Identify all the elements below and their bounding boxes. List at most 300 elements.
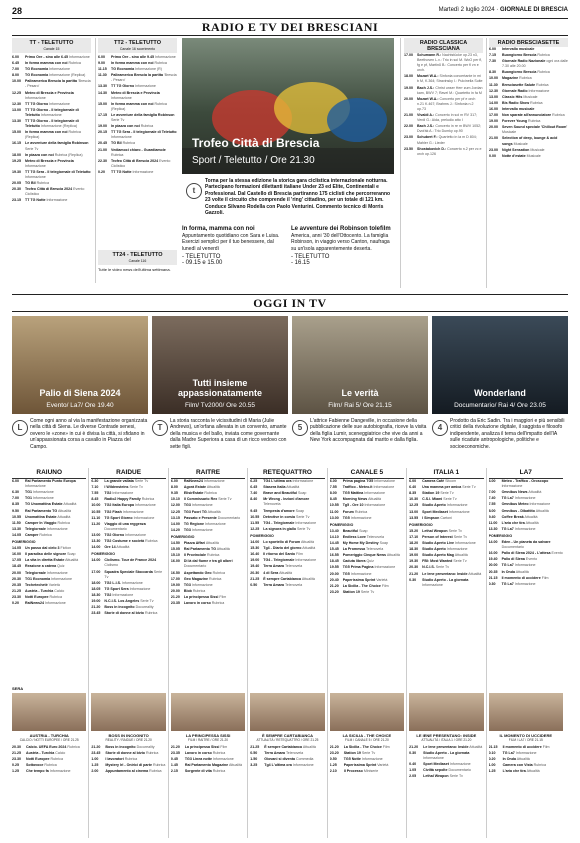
- pick-subtitle: ATTUALITÀ / RETEQUATTRO / ORE 21.25: [256, 738, 319, 742]
- afternoon-label: POMERIGGIO: [329, 522, 354, 527]
- text-tutti-insieme: La storia racconta le vicissitudini di Maria (Julie Andrews), un'orfana allevata in un convento, amante della musica e del ballo, inviata come governante dalla Madre Superiora a casa di un ricco vedovo con sette figli.: [170, 418, 287, 450]
- schedule-row: 15.20 Lethal Weapon Serie Tv: [409, 528, 462, 533]
- schedule-row: 20.05 TG Bil Rubrica: [12, 181, 49, 186]
- schedule-row: 12.25 Meteo di Brescia e Provincia Informazione: [12, 90, 74, 100]
- schedule-row: 0.25 Sottovoce Rubrica: [12, 763, 57, 768]
- schedule-row: 8.45 Morning News Attualità: [329, 497, 382, 502]
- schedule-row: 19.00 Bach J.S.: Christ unser Herr zum Jordan kam, BWV 7; Ravel M.: Quartetto in fa M: [404, 85, 483, 95]
- schedule-row: 14.10 Endless Love Telenovela: [329, 534, 384, 539]
- pick-subtitle: FILM / LA7 / ORE 21.15: [508, 738, 543, 742]
- schedule-row: 14.00 TG Regione Informazione: [170, 521, 226, 526]
- channel-name: RAIUNO: [12, 468, 86, 479]
- schedule-row: 22.30 Trofeo Città di Brescia 2024 Evento Ciclistico: [98, 158, 171, 168]
- tt24-note: Tutte le video news dell'ultima settimana.: [98, 267, 171, 272]
- schedule-row: 6.40 Una mamma per amica Serie Tv: [409, 485, 476, 490]
- schedule-row: 21.20 Le Iene presentano: Inside Attualità: [409, 571, 482, 576]
- afternoon-label: POMERIGGIO: [250, 533, 274, 538]
- schedule-row: 21.20 La Sicilia - The Choice Film: [329, 745, 390, 749]
- issue-date: Martedì 2 luglio 2024 · GIORNALE DI BRESCIA: [438, 7, 568, 13]
- schedule-row: 9.45 Tempesta d'amore Soap: [250, 508, 305, 513]
- rai4-logo-icon: 4: [432, 420, 448, 436]
- pick-title: LA PRINCIPESSA SISSI: [185, 733, 231, 738]
- schedule-row: 11.20 Viaggio di una reggenza Documentario: [91, 521, 146, 531]
- page-header: [12, 6, 568, 16]
- schedule-row: 6.00 Meteo - Traffico - Oroscopo Informazione: [488, 479, 549, 489]
- schedule-row: 17.00 Non sparate all'annunciatore Rubrica: [489, 113, 565, 118]
- schedule-row: 18.00 Mozart W.A.: Sinfonia concertante in mi b M, K.364; Stravinsky I.: Pulcinella Suite: [404, 74, 483, 84]
- schedule-row: 20.45 TG Bil Rubrica: [98, 141, 135, 146]
- schedule-row: 19.00 TG3 Informazione: [170, 582, 213, 587]
- photo-tutti-insieme: Tutti insieme appassionatamente Film/ Tv2000/ Ore 20.55: [152, 316, 288, 414]
- schedule-row: 23.30 Notti Europee Rubrica: [12, 594, 62, 599]
- schedule-row: 23.50 Shostakovich D.: Concerto n.2 per vc e orch op.126: [404, 146, 482, 156]
- schedule-row: 21.15 Il momento di uccidere Film: [488, 575, 549, 580]
- schedule-row: 9.50 Rai Parlamento TG Attualità: [12, 508, 71, 513]
- schedule-row: 15.30 Tg4 - Diario del giorno Attualità: [250, 546, 316, 551]
- schedule-row: 10.00 Magazine Rubrica: [489, 76, 532, 81]
- channel-column-canale-5: [330, 468, 404, 684]
- schedule-row: 7.55 TG2 Informazione: [91, 491, 134, 496]
- schedule-row: 20.15 TT TG Sera - Il telegiornale di Teletutto Informazione: [98, 130, 177, 140]
- schedule-row: 19.00 N.C.I.S. Los Angeles Serie Tv: [91, 598, 154, 603]
- schedule-row: 6.00 Camera Café Sitcom: [409, 479, 457, 484]
- schedule-row: 17.15 Le avventure della famiglia Robinson Serie Tv: [98, 112, 175, 123]
- pick-photo: [489, 693, 563, 731]
- schedule-row: 15.05 Rai Parlamento TG Attualità: [170, 547, 230, 552]
- schedule-row: 0.00 Notte d'estate Musicale: [489, 153, 541, 158]
- schedule-row: 23.20 Station 19 Serie Tv: [329, 751, 376, 756]
- evening-grid: [12, 693, 568, 839]
- schedule-row: 11.30 Bresciasette Salute Rubrica: [489, 82, 549, 87]
- schedule-row: 19.55 TG5 Prima Pagina Informazione: [329, 565, 396, 570]
- schedule-row: 11.00 L'aria che tira Attualità: [488, 520, 539, 525]
- schedule-row: 7.40 Brave and Beautiful Soap: [250, 491, 307, 496]
- schedule-row: 12.25 Studio Aperto Informazione: [409, 503, 468, 508]
- schedule-row: 16.00 Intervallo musicale: [489, 106, 535, 111]
- schedule-row: 19.30 FBI: Most Wanted Serie Tv: [409, 559, 467, 564]
- schedule-row: 20.00 Mozart W.A.: Concerto per pf e orch n.21 K.467; Brahms J.: Sinfonia n.2 op.73: [404, 96, 476, 111]
- schedule-row: 13.30 TG La7 Informazione: [488, 526, 536, 531]
- schedule-row: 15.00 In forma mamma con noi Rubrica (Replica): [12, 130, 81, 140]
- schedule-row: 9.35 ElisirEstate Rubrica: [170, 491, 217, 496]
- schedule-row: 6.00 RaiNews24 Informazione: [170, 479, 225, 484]
- evening-column: [489, 693, 563, 839]
- schedule-row: 23.30 Notti Europee Rubrica: [12, 757, 63, 762]
- schedule-row: 0.30 TG La7 Informazione: [488, 581, 536, 586]
- schedule-row: 21.25 È sempre Cartabianca Attualità: [250, 745, 316, 749]
- schedule-row: 8.00 Agorà Estate Attualità: [170, 485, 220, 490]
- schedule-row: 1.25 L'aria che tira Attualità: [488, 769, 540, 774]
- schedule-row: 13.15 Passato e Presente Documentario: [170, 515, 241, 520]
- schedule-row: 13.30 Telegiornale Informazione: [12, 526, 68, 531]
- schedule-row: 21.00 Vediamoci chiaro - Guardiamole Rubrica: [98, 147, 166, 157]
- schedule-row: 19.40 Terra Amara Telenovela: [250, 564, 303, 569]
- channel-column-raidue: [91, 468, 165, 684]
- afternoon-label: POMERIGGIO: [12, 540, 36, 545]
- schedule-row: 21.25 È sempre Cartabianca Attualità: [250, 576, 315, 581]
- schedule-row: 23.00 Schubert F.: Quartetto in la m D 804; Mahler G.: Lieder: [404, 135, 477, 145]
- schedule-row: 20.00 Telegiornale Informazione: [12, 570, 68, 575]
- schedule-row: 6.45 In forma mamma con noi Rubrica: [12, 61, 81, 66]
- schedule-row: 16.15 Le avventure della famiglia Robinson Serie Tv: [12, 141, 89, 151]
- schedule-row: 7.55 Omnibus Meteo Informazione: [488, 502, 551, 507]
- channel-name: TT - TELETUTTO: [12, 38, 91, 47]
- tt24-name: TT24 - TELETUTTO: [98, 250, 177, 259]
- schedule-row: 17.05 La vita in diretta Estate Attualità: [12, 558, 79, 563]
- hero-text: Torna per la stessa edizione la storica gara ciclistica internazionale notturna. Partecipano formazioni dilettanti italiane Under 23 ed Elite, Continentali e Professional. Dal Castello di Brescia partiranno 175 ciclisti che percorreranno 23 volte il circuito che comprende il 'ring' cittadino, per un totale di 121 km. Conduce Silvano Rodella con Paolo Venturini. Commento tecnico di Morris Gazzoli.: [205, 178, 391, 217]
- schedule-row: 12.25 La signora in giallo Serie Tv: [250, 526, 311, 531]
- schedule-row: 6.30 La grande vallata Serie Tv: [91, 479, 149, 484]
- schedule-row: 16.00 Il paradiso delle signore Soap: [12, 552, 76, 557]
- schedule-row: 0.30 Studio Aperto - La giornata Informazione: [409, 751, 470, 761]
- photo-le-verita: Le verità Film/ Rai 5/ Ore 21.15: [292, 316, 428, 414]
- channel-column-italia-1: [409, 468, 483, 684]
- schedule-row: 8.30 Buongiorno Brescia Rubrica: [489, 70, 550, 75]
- schedule-row: 21.20 La principessa Sissi Film: [170, 745, 228, 749]
- schedule-row: 12.00 TG3 Informazione: [170, 503, 213, 508]
- schedule-row: 10.30 C.S.I. Miami Serie Tv: [409, 497, 457, 502]
- schedule-row: 15.10 Il Provinciale Rubrica: [170, 553, 220, 558]
- promo-fitness: In forma, mamma con noi Appuntamento quotidiano con Sara e Luisa. Esercizi semplici per il tuo benessere, dal lunedì al venerdì - TELETUTTO - 09.15 e 15.00: [182, 226, 280, 267]
- schedule-row: 20.35 Techetechetè Varietà: [12, 582, 60, 587]
- schedule-row: 16.00 Palio di Siena 2024 - L'attesa Evento: [488, 551, 563, 556]
- schedule-row: 0.20 In Onda Attualità: [488, 757, 530, 762]
- schedule-row: 1.05 Civiltà sepolte Documentario: [409, 768, 471, 773]
- schedule-row: 19.00 Studio Aperto Mag Attualità: [409, 553, 468, 558]
- schedule-row: 18.45 Reazione a catena Quiz: [12, 564, 65, 569]
- schedule-row: 14.20 TG3 Informazione: [170, 527, 213, 532]
- schedule-row: 19.00 In piazza con noi Rubrica: [98, 124, 154, 129]
- schedule-row: 7.55 Traffico - Meteo.it Informazione: [329, 485, 395, 490]
- channel-name: RADIO CLASSICA BRESCIANA: [404, 38, 483, 53]
- channel-column-raiuno: [12, 468, 86, 684]
- schedule-row: 23.00 Night Sensation Musicale: [489, 147, 545, 152]
- schedule-row: 1.25 Paperissima Sprint Varietà: [329, 763, 389, 768]
- pick-photo: [91, 693, 165, 731]
- hero-title: Trofeo Città di Brescia: [192, 136, 320, 150]
- schedule-row: 17.10 Person of Interest Serie Tv: [409, 534, 468, 539]
- channel-column-tt24: [98, 250, 177, 286]
- schedule-row: 6.00 Primo Ore - sino alle 9.45 Informazione: [98, 55, 176, 59]
- schedule-row: 10.55 Unomattina Estate Attualità: [12, 514, 71, 519]
- schedule-row: 21.20 La Sicilia - The Choice Film: [329, 583, 389, 588]
- section-title-oggi: OGGI IN TV: [12, 294, 568, 312]
- schedule-row: 13.00 TT TG Giorno - Il telegiornale di Teletutto Informazione: [12, 107, 79, 117]
- schedule-row: 20.40 Paperissima Sprint Varietà: [329, 577, 388, 582]
- schedule-row: 14.00 Eden - Un pianeta da salvare Documentario: [488, 540, 551, 550]
- evening-column: [330, 693, 404, 839]
- schedule-row: 14.00 Ciclismo. Tour de France 2024 Ciclismo: [91, 558, 157, 568]
- promo-robinson: Le avventure dei Robinson tolefilm America, anni '30 dell'Ottocento. La famiglia Robinson, in viaggio verso Canton, naufraga su un'isola apparentemente deserta. - TELETUTTO - 16.15: [291, 226, 391, 267]
- text-palio: Come ogni anno al via la manifestazione organizzata nella città di Siena. Le diverse Contrade senesi, ovvero le «zone» in cui è divisa la città, si sfidano in un'appassionata corsa a cavallo in Piazza del Campo.: [30, 418, 148, 450]
- afternoon-label: POMERIGGIO: [91, 552, 115, 557]
- schedule-row: 23.35 Lavoro in corso Rubrica: [170, 751, 226, 756]
- schedule-row: 8.40 Mr Wrong - lezioni d'amore Telenovela: [250, 497, 310, 507]
- schedule-row: 10.10 Il Commissario Rex Serie Tv: [170, 497, 232, 502]
- schedule-row: 18.05 TG Sport Sera Informazione: [91, 586, 151, 591]
- schedule-row: 8.35 TG Unomattina Estate Attualità: [12, 502, 77, 507]
- schedule-row: 0.50 TG5 Notte Informazione: [329, 757, 383, 762]
- schedule-row: 14.05 Camper Rubrica: [12, 532, 52, 537]
- pick-title: È SEMPRE CARTABIANCA: [261, 733, 314, 738]
- schedule-row: 18.30 TG2 Informazione: [91, 592, 134, 597]
- teletutto-logo-icon: t: [186, 183, 202, 199]
- schedule-row: 18.20 Studio Aperto Live Informazione: [409, 541, 476, 546]
- schedule-row: 13.55 I Simpson Cartoni: [409, 515, 452, 520]
- schedule-row: 6.45 Stasera Italia Attualità: [250, 485, 300, 490]
- schedule-row: 8.00 Omnibus - Dibattito Attualità: [488, 508, 549, 513]
- tv2000-logo-icon: T: [152, 420, 168, 436]
- schedule-row: 11.10 TG Sport Giorno Informazione: [91, 515, 155, 520]
- hero-image: [182, 38, 394, 174]
- schedule-row: 15.00 In forma mamma con noi Rubrica (Replica): [98, 101, 167, 111]
- photo-wonderland: Wonderland Documentario/ Rai 4/ Ore 23.05: [432, 316, 568, 414]
- schedule-row: 7.40 TG La7 Informazione: [488, 496, 536, 501]
- cyclists-illustration: [182, 38, 394, 174]
- schedule-row: 1.25 Che tempo fa Informazione: [12, 769, 71, 774]
- schedule-row: 10.55 TG2 Flash Informazione: [91, 509, 144, 514]
- schedule-row: 20.30 Trofeo Città di Brescia 2024 Evento Ciclistico: [12, 187, 85, 197]
- pick-subtitle: FILM / CANALE 5 / ORE 21.20: [345, 738, 389, 742]
- schedule-row: 18.45 Caduta libera Quiz: [329, 559, 374, 564]
- schedule-row: 22.00 Bach J.S.: Concerto in re m BWV 1052; Dvořák A.: Trio Dumky op.90: [404, 124, 482, 134]
- schedule-row: 6.25 TG4 L'ultima ora Informazione: [250, 479, 314, 484]
- schedule-row: 7.30 Giornale Radio Nazionale ogni ora dalle 7.30 alle 20.00: [489, 59, 568, 69]
- schedule-row: 20.30 Calcio. UEFA Euro 2024 Rubrica: [12, 745, 80, 749]
- channel-name: LA7: [489, 468, 563, 479]
- schedule-row: 18.00 TG2 L.I.S. Informazione: [91, 580, 143, 585]
- schedule-row: 13.00 TG2 Giorno Informazione: [91, 532, 146, 537]
- schedule-row: 20.00 Seven Sound speciale 'Chillout Room' Musicale: [489, 125, 568, 135]
- schedule-row: 11.15 TG Economia Informazione (R): [98, 67, 162, 72]
- evening-column: [250, 693, 324, 839]
- schedule-row: 17.00 Squadra Speciale Stoccarda Serie Tv: [91, 569, 163, 579]
- schedule-row: 3.25 Tg4 L'ultima ora Informazione: [250, 763, 314, 768]
- schedule-row: 23.15 TT TG Notte Informazione: [12, 198, 68, 203]
- schedule-row: 8.00 TG Economia Informazione (Replica): [12, 73, 86, 78]
- pick-title: IL MOMENTO DI UCCIDERE: [499, 733, 553, 738]
- schedule-row: 21.00 Vivaldi A.: Concerto in sol m RV 317; Verdi G.: Aida, preludio atto I: [404, 113, 478, 123]
- schedule-row: 7.00 TG Economia Informazione: [12, 67, 70, 72]
- pick-photo: [171, 693, 245, 731]
- schedule-row: 10.00 Palleamerica Brescia la partita 'Brescia - Pesaro': [12, 79, 91, 89]
- channel-name: RETEQUATTRO: [250, 468, 324, 479]
- schedule-row: 21.15 Il momento di uccidere Film: [488, 745, 550, 749]
- schedule-row: 19.30 TT TG Sera - Il telegiornale di Teletutto Informazione: [12, 169, 91, 179]
- schedule-row: 0.30 Studio Aperto - La giornata Informazione: [409, 577, 469, 587]
- schedule-row: 0.20 TT TG Notte Informazione: [98, 169, 154, 174]
- schedule-row: 0.50 Terra Amara Telenovela: [250, 751, 304, 756]
- schedule-row: 21.20 Boss in incognito Docureality: [91, 605, 154, 610]
- schedule-row: 21.20 Boss in incognito Docureality: [91, 745, 155, 749]
- channel-column-raitre: [171, 468, 245, 684]
- radio-column-classica: [404, 38, 483, 288]
- schedule-row: 10.55 Tg5 - Ore 10 Informazione: [329, 503, 386, 508]
- schedule-row: 13.30 TG2 Costume e società Rubrica: [91, 539, 158, 544]
- schedule-row: 16.55 Pomeriggio Cinque News Attualità: [329, 553, 400, 558]
- schedule-row: 16.50 Aspettando Geo Rubrica: [170, 570, 225, 575]
- schedule-row: 20.00 Blob Rubrica: [170, 588, 206, 593]
- schedule-row: 6.00 Intervallo musicale: [489, 47, 535, 51]
- schedule-row: 2.05 Lethal Weapon Serie Tv: [409, 774, 463, 779]
- schedule-row: 18.00 In piazza con noi Rubrica (Replica): [12, 152, 83, 157]
- schedule-row: 20.35 In Onda Attualità: [488, 569, 529, 574]
- schedule-row: 17.00 Schumann R.: Nachtstücke op.23 n3, Beethoven L.v.: Trio in sol M. WoO per fl, fg e pf, Martinů B.: Concerto per fl vn e orch.: [404, 53, 483, 73]
- schedule-row: 14.00 Bis Radio Show Rubrica: [489, 100, 543, 105]
- schedule-row: 0.20 RaiNews24 Informazione: [12, 600, 66, 605]
- schedule-row: 1.25 Mystery Irl - Onirici di parte Rubrica: [91, 763, 166, 768]
- section-title-radio: RADIO E TV DEI BRESCIANI: [12, 18, 568, 36]
- schedule-row: 11.55 TG4 - Telegiornale Informazione: [250, 520, 317, 525]
- schedule-row: 1.45 Rai Parlamento Magazine Attualità: [170, 763, 242, 768]
- schedule-row: 11.30 Palleamerica Brescia la partita 'Brescia - Pesaro': [98, 73, 177, 83]
- channel-column-retequattro: [250, 468, 324, 684]
- schedule-row: 6.00 Rai Parlamento Punto Europa Informazione: [12, 479, 76, 489]
- pick-photo: [409, 693, 483, 731]
- schedule-row: 19.40 Palio di Siena Evento: [488, 557, 538, 562]
- pick-subtitle: ATTUALITÀ / ITALIA 1 / ORE 21.20: [421, 738, 472, 742]
- schedule-row: 13.00 Sport Mediaset Informazione: [409, 509, 470, 514]
- schedule-row: 10.00 TG2 Italia Europa Informazione: [91, 503, 156, 508]
- schedule-row: 21.00 Selection of deep, lounge & acid songs Musicale: [489, 136, 558, 146]
- la7-logo-icon: L: [12, 420, 28, 436]
- schedule-row: 9.40 Coffee Break Attualità: [488, 514, 538, 519]
- channel-name: ITALIA 1: [409, 468, 483, 479]
- evening-column: [409, 693, 483, 839]
- schedule-row: 23.35 Lavoro in corso Rubrica: [170, 600, 225, 605]
- schedule-row: 12.25 TG3 Fuori TG Attualità: [170, 509, 221, 514]
- pick-subtitle: FILM / RAITRE / ORE 21.20: [188, 738, 229, 742]
- schedule-row: 14.30 Meteo di Brescia e Provincia Informazione: [98, 90, 160, 100]
- tt24-sub: Canale 116: [98, 259, 177, 265]
- schedule-row: 0.50 Terra Amara Telenovela: [250, 582, 303, 587]
- evening-column: [171, 693, 245, 839]
- schedule-row: 1.00 Camera con Vista Rubrica: [488, 763, 547, 768]
- afternoon-label: POMERIGGIO: [488, 533, 513, 538]
- schedule-row: 6.00 Primo Ore - sino alle 6.45 Informazione: [12, 55, 90, 59]
- schedule-row: 0.45 TG3 Linea notte Informazione: [170, 757, 234, 762]
- schedule-row: 7.10 I Wildensteins Serie Tv: [91, 485, 143, 490]
- schedule-row: 13.30 TT TG Giorno - Il telegiornale di Teletutto Informazione (Replica): [12, 119, 79, 129]
- page-number: 28: [12, 6, 23, 16]
- hero-subtitle: Sport / Teletutto / Ore 21.30: [192, 155, 315, 166]
- schedule-row: 14.45 My Home My Destiny Soap: [329, 541, 389, 546]
- schedule-row: 0.10 TG La7 Informazione: [488, 751, 537, 756]
- schedule-row: 11.00 Forum Rubrica: [329, 509, 368, 514]
- evening-column: [12, 693, 86, 839]
- schedule-row: 12.30 Giornale Radio Informazione: [489, 88, 550, 93]
- pick-subtitle: CALCIO / NOTTI EUROPEE / ORE 21.25: [19, 738, 79, 742]
- schedule-row: 20.00 TG La7 Informazione: [488, 563, 536, 568]
- photo-palio: Palio di Siena 2024 Evento/ La7/ Ore 19.40: [12, 316, 148, 414]
- schedule-row: 9.00 In forma mamma con noi Rubrica: [98, 61, 167, 66]
- schedule-row: 17.00 Geo Magazine Rubrica: [170, 576, 222, 581]
- schedule-row: 0.40 Sport Mediaset Informazione: [409, 762, 471, 767]
- rai5-logo-icon: 5: [292, 420, 308, 436]
- schedule-row: 13.00 Classic Hits Musicale: [489, 94, 538, 99]
- schedule-row: 6.30 TG1 Informazione: [12, 490, 54, 495]
- text-le-verita: L'attrice Fabienne Dangeville, in occasione della pubblicazione delle sue autobiografia, riceve la visita della figlia Lumir, sceneggiatrice che vive da anni a New York accompagnata dal marito e dalla figlia.: [310, 418, 427, 444]
- schedule-row: 21.20 La principessa Sissi Film: [170, 594, 227, 599]
- schedule-row: 2.10 Il Processo Miniserie: [329, 769, 379, 774]
- schedule-row: 14.50 Piazza Affari Attualità: [170, 541, 219, 546]
- schedule-row: 13.00 TG5 Informazione: [329, 515, 372, 520]
- pick-title: LA SICILIA - THE CHOICE: [342, 733, 392, 738]
- schedule-row: 20.30 TG1 Economia Informazione: [12, 576, 72, 581]
- schedule-row: 19.00 Forever Young Rubrica: [489, 119, 541, 124]
- afternoon-label: POMERIGGIO: [409, 522, 433, 527]
- schedule-row: 1.50 Giovani si diventa Commedia: [250, 757, 314, 762]
- pick-subtitle: REALITY / RAIDUE / ORE 21.20: [105, 738, 152, 742]
- evening-column: [91, 693, 165, 839]
- pick-title: BOSS IN INCOGNITO: [108, 733, 149, 738]
- schedule-row: 14.00 Ore 14 Attualità: [91, 545, 130, 550]
- schedule-row: 21.20 Le Iene presentano: Inside Attualità: [409, 745, 483, 749]
- schedule-row: 23.45 Storie di donne al bivio Rubrica: [91, 751, 159, 756]
- schedule-row: 14.05 Un passo dal cielo 3 Fiction: [12, 546, 72, 551]
- evening-label: SERA: [12, 686, 24, 691]
- schedule-row: 7.00 Omnibus News Attualità: [488, 490, 542, 495]
- pick-title: LE IENE PRESENTANO: INSIDE: [416, 733, 477, 738]
- schedule-row: 14.00 Lo sportello di Forum Attualità: [250, 540, 315, 545]
- pick-photo: [12, 693, 86, 731]
- schedule-row: 20.00 TG5 Informazione: [329, 571, 372, 576]
- channel-column-tt2: TT2 - TELETUTTO Canale 16 scorrimento 6.00 Primo Ore - sino alle 9.45 Informazione 9.00 In forma mamma con noi Rubrica 11.15 TG Economia Informazione (R) 11.30 Palleamerica Brescia la partita 'Brescia - Pesaro' 13.30 TT TG Giorno Informazione 14.30 Meteo di Brescia e Provincia Informazione 15.00 In forma mamma con noi Rubrica (Replica) 17.15 Le avventure della famiglia Robinson Serie Tv 19.00 In piazza con noi Rubrica 20.15 TT TG Sera - Il telegiornale di Teletutto Informazione 20.45 TG Bil Rubrica 21.00 Vediamoci chiaro - Guardiamole Rubrica 22.30 Trofeo Città di Brescia 2024 Evento Ciclistico 0.20 TT TG Notte Informazione: [98, 40, 177, 174]
- text-wonderland: Prodotto da Eric Sadin. Tra i maggiori e più sensibili critici della rivoluzione digitale, il saggista e filosofo indipendente, analizza il tema dell'impatto dell'IA sulle ricadute antropologiche, politiche e socioeconomiche.: [450, 418, 565, 450]
- radio-column-bresciasette: [489, 38, 568, 288]
- schedule-row: 13.40 Beautiful Soap: [329, 528, 368, 533]
- schedule-row: 8.35 Station 19 Serie Tv: [409, 491, 454, 496]
- schedule-row: 12.30 TT TG Giorno Informazione: [12, 101, 70, 106]
- channel-name: RADIO BRESCIASETTE: [489, 38, 568, 47]
- channel-column-teletutto: TT - TELETUTTO Canale 15 6.00 Primo Ore - sino alle 6.45 Informazione 6.45 In forma mamma con noi Rubrica 7.00 TG Economia Informazione 8.00 TG Economia Informazione (Replica) 10.00 Palleamerica Brescia la partita 'Brescia - Pesaro' 12.25 Meteo di Brescia e Provincia Informazione 12.30 TT TG Giorno Informazione 13.00 TT TG Giorno - Il telegiornale di Teletutto Informazione 13.30 TT TG Giorno - Il telegiornale di Teletutto Informazione (Replica) 15.00 In forma mamma con noi Rubrica (Replica) 16.15 Le avventure della famiglia Robinson Serie Tv 18.00 In piazza con noi Rubrica (Replica) 19.25 Meteo di Brescia e Provincia Informazione 19.30 TT TG Sera - Il telegiornale di Teletutto Informazione 20.05 TG Bil Rubrica 20.30 Trofeo Città di Brescia 2024 Evento Ciclistico 23.15 TT TG Notte Informazione: [12, 40, 91, 203]
- schedule-row: 16.40 Il ritorno del Santo Film: [250, 552, 303, 557]
- schedule-row: 7.00 TG1 Informazione: [12, 496, 54, 501]
- schedule-row: 21.25 Austria - Turchia Calcio: [12, 588, 65, 593]
- schedule-row: 2.15 Sorgente di vita Rubrica: [170, 769, 226, 774]
- schedule-row: 2.00 Appuntamento al cinema Rubrica: [91, 769, 162, 774]
- channel-column-la7: [489, 468, 563, 684]
- schedule-row: 20.30 N.C.I.S. Serie Tv: [409, 565, 450, 570]
- schedule-row: 20.30 4 di Sera Attualità: [250, 570, 293, 575]
- schedule-row: 21.25 Austria - Turchia Calcio: [12, 751, 66, 756]
- schedule-row: 8.00 TG5 Mattina Informazione: [329, 491, 386, 496]
- pick-photo: [250, 693, 324, 731]
- schedule-row: 1.00 I lavoratori Rubrica: [91, 757, 138, 762]
- pick-title: AUSTRIA - TURCHIA: [29, 733, 69, 738]
- pick-photo: [330, 693, 404, 731]
- schedule-row: 19.00 TG4 - Telegiornale Informazione: [250, 558, 317, 563]
- schedule-row: 8.45 Radio2 Happy Family Rubrica: [91, 497, 155, 502]
- schedule-row: 23.45 Storie di donne al bivio Rubrica: [91, 611, 158, 616]
- schedule-row: 18.30 Studio Aperto Informazione: [409, 547, 468, 552]
- schedule-row: 15.45 La Promessa Telenovela: [329, 547, 384, 552]
- schedule-row: 19.25 Meteo di Brescia e Provincia Informazione: [12, 158, 74, 168]
- schedule-row: 10.55 Detective in corsia Serie Tv: [250, 514, 310, 519]
- national-channels-grid: [12, 468, 568, 684]
- channel-name: CANALE 5: [330, 468, 404, 479]
- schedule-row: 16.00 Di là dal fiume e tra gli alberi Documentario: [170, 559, 233, 569]
- afternoon-label: POMERIGGIO: [170, 534, 195, 539]
- schedule-row: 7.15 Buongiorno Brescia Rubrica: [489, 53, 550, 58]
- schedule-row: 6.00 Prima pagina TG5 Informazione: [329, 479, 396, 484]
- channel-name: RAIDUE: [91, 468, 165, 479]
- channel-name: RAITRE: [171, 468, 245, 479]
- schedule-row: 23.20 Station 19 Serie Tv: [329, 589, 375, 594]
- channel-name: TT2 - TELETUTTO: [98, 38, 177, 47]
- schedule-row: 13.30 TT TG Giorno Informazione: [98, 84, 156, 89]
- schedule-row: 11.50 Camper In Viaggio Rubrica: [12, 520, 70, 525]
